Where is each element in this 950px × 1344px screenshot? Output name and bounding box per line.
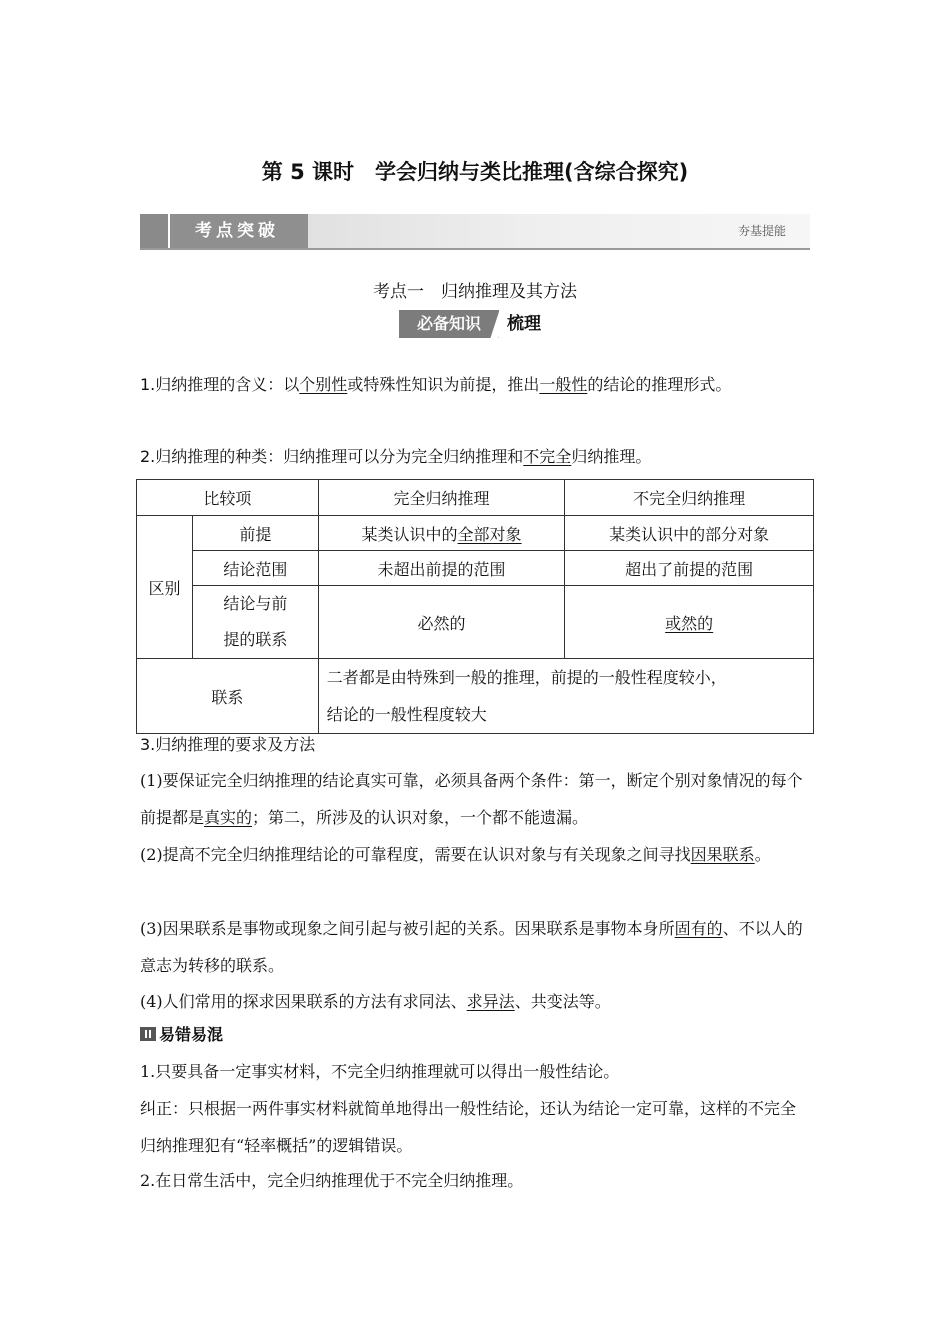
answer-blank: 一般性	[539, 375, 588, 394]
paragraph-definition	[140, 366, 812, 403]
correction-head: 纠正：	[140, 1099, 189, 1118]
answer-blank: 真实的	[204, 808, 253, 827]
text: (1)要保证完全归纳推理的结论真实可靠，必须具备两个条件：第一，断定个别对象情况的每个前提都是	[140, 771, 803, 827]
banner-label: 考点突破	[195, 221, 279, 241]
paragraph-head: 3.归纳推理的要求及方法	[140, 735, 316, 754]
answer-blank: 不完全	[523, 447, 572, 466]
text: ；第二，所涉及的认识对象，一个都不能遗漏。	[252, 808, 589, 827]
text: 某类认识中的	[361, 524, 458, 544]
text: 归纳推理可以分为完全归纳推理和	[283, 447, 524, 466]
text: 提的联系	[223, 630, 288, 649]
mistake-heading	[140, 1022, 223, 1048]
text: (3)因果联系是事物或现象之间引起与被引起的关系。因果联系是事物本身所	[140, 919, 675, 938]
text: 或特殊性知识为前提，推出	[347, 375, 540, 394]
mistake-item-1: 1.只要具备一定事实材料，不完全归纳推理就可以得出一般性结论。	[140, 1062, 620, 1081]
knowledge-tag-right: 梳理	[507, 314, 541, 334]
answer-blank: 固有的	[674, 919, 723, 938]
table-cell: 超出了前提的范围	[565, 551, 814, 586]
comparison-table	[136, 479, 814, 734]
list-marker-icon	[140, 1027, 156, 1041]
table-header-cell: 完全归纳推理	[318, 480, 565, 516]
table-cell: 未超出前提的范围	[318, 551, 565, 586]
answer-blank: 因果联系	[690, 845, 755, 864]
table-cell	[318, 659, 813, 734]
table-row-label: 联系	[137, 659, 319, 734]
lesson-title: 第 5 课时 学会归纳与类比推理(含综合探究)	[261, 160, 689, 184]
table-cell	[565, 586, 814, 659]
knowledge-tag-left: 必备知识	[399, 310, 499, 338]
paragraph-method-1	[140, 762, 812, 836]
table-cell: 某类认识中的部分对象	[565, 516, 814, 551]
text: (2)提高不完全归纳推理结论的可靠程度，需要在认识对象与有关现象之间寻找	[140, 845, 691, 864]
table-group-cell: 区别	[137, 516, 193, 659]
table-row-label	[192, 586, 318, 659]
table-header-cell: 比较项	[137, 480, 319, 516]
banner-right-label: 夯基提能	[737, 224, 786, 238]
text: 、不以人的意志为转移的联系。	[140, 919, 803, 975]
text: 结论与前	[223, 594, 288, 613]
table-row	[137, 516, 814, 551]
text: 二者都是由特殊到一般的推理，前提的一般性程度较小，	[326, 668, 727, 687]
paragraph-head: 1.归纳推理的含义：	[140, 375, 284, 394]
banner-accent	[140, 214, 168, 248]
paragraph-head: 2.归纳推理的种类：	[140, 447, 284, 466]
mistake-correction-1	[140, 1090, 812, 1164]
mistake-label: 易错易混	[159, 1025, 224, 1044]
text: 结论的一般性程度较大	[326, 705, 487, 724]
table-cell	[318, 516, 565, 551]
text: 归纳推理。	[571, 447, 652, 466]
text: 。	[754, 845, 771, 864]
paragraph-method-4	[140, 983, 812, 1020]
answer-blank: 求异法	[466, 992, 515, 1011]
table-header-row	[137, 480, 814, 516]
section-banner	[140, 214, 810, 250]
mistake-item-2: 2.在日常生活中，完全归纳推理优于不完全归纳推理。	[140, 1171, 524, 1190]
answer-blank: 或然的	[665, 613, 714, 633]
text: 只根据一两件事实材料就简单地得出一般性结论，还认为结论一定可靠，这样的不完全归纳推理犯有“轻率概括”的逻辑错误。	[140, 1099, 797, 1155]
table-row-label: 前提	[192, 516, 318, 551]
table-row-label: 结论范围	[192, 551, 318, 586]
table-cell: 必然的	[318, 586, 565, 659]
paragraph-methods-head	[140, 726, 812, 763]
table-row	[137, 551, 814, 586]
section-title: 考点一 归纳推理及其方法	[373, 282, 577, 302]
paragraph-types	[140, 438, 812, 475]
text: 、共变法等。	[514, 992, 611, 1011]
table-row	[137, 659, 814, 734]
answer-blank: 个别性	[299, 375, 348, 394]
text: 的结论的推理形式。	[587, 375, 732, 394]
paragraph-method-3	[140, 910, 812, 984]
paragraph-method-2	[140, 836, 812, 873]
text: 以	[283, 375, 300, 394]
answer-blank: 全部对象	[457, 524, 522, 544]
text: (4)人们常用的探求因果联系的方法有求同法、	[140, 992, 467, 1011]
table-row	[137, 586, 814, 659]
table-header-cell: 不完全归纳推理	[565, 480, 814, 516]
